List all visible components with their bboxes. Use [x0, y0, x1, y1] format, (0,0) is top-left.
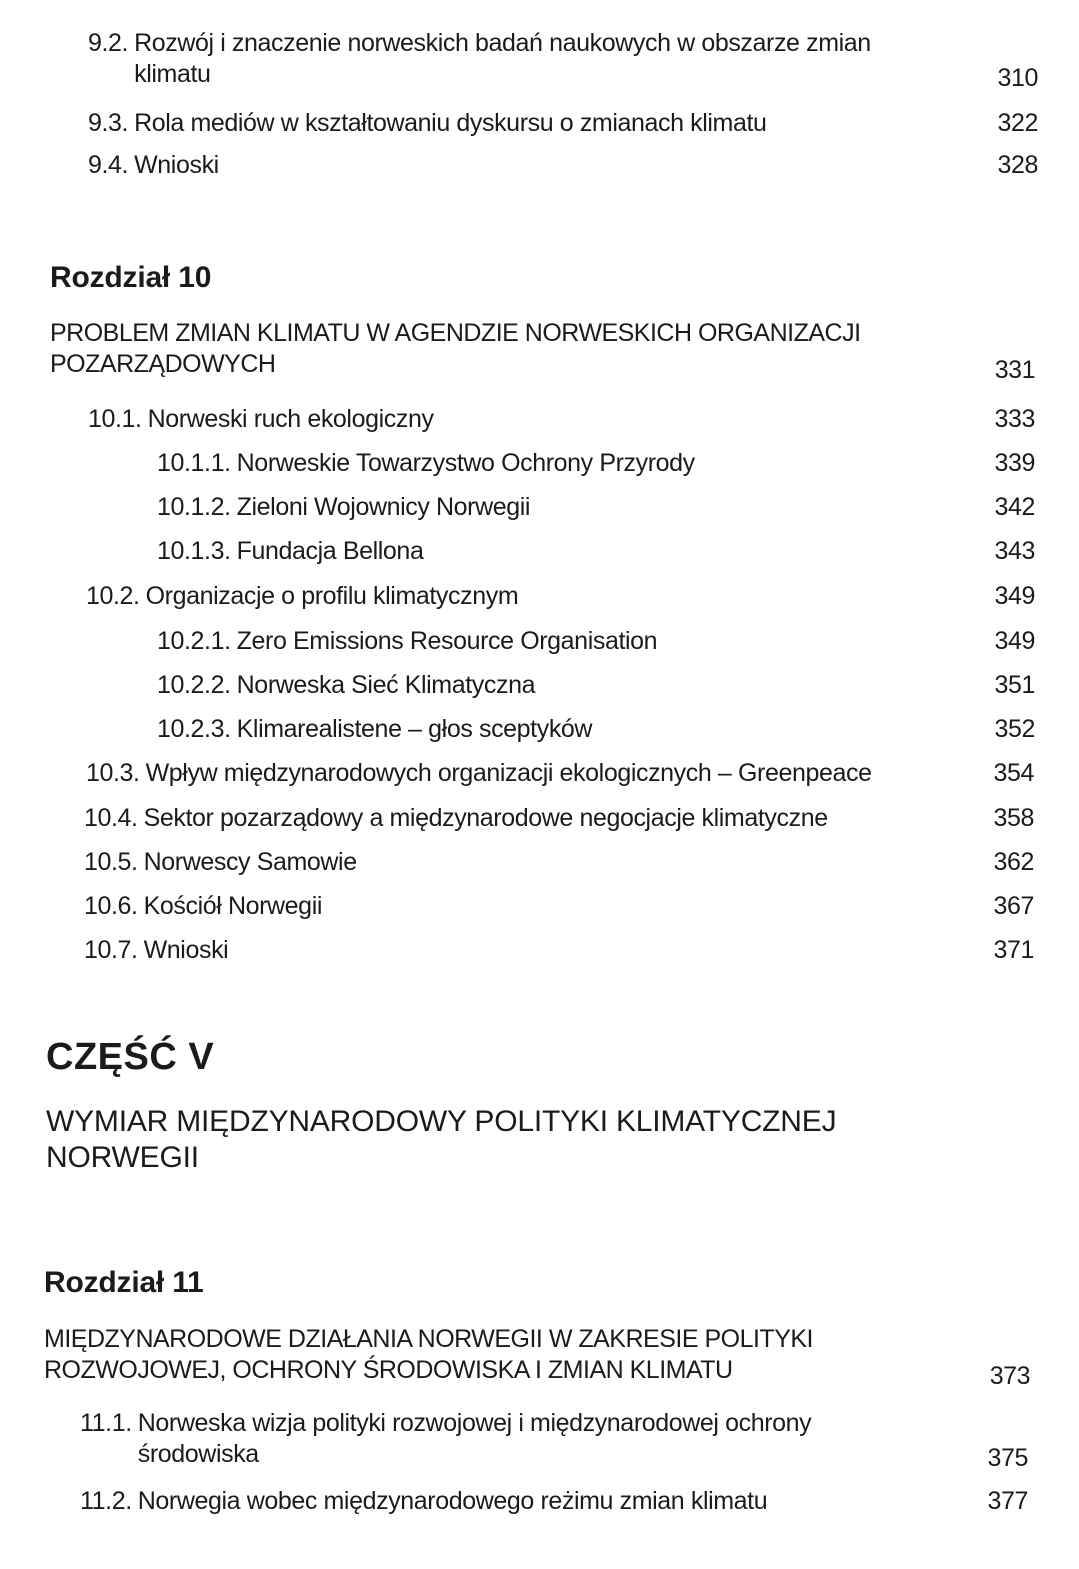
entry-number: 10.5. — [84, 848, 138, 876]
entry-page: 343 — [994, 537, 1035, 565]
toc-entry-10-5 — [84, 847, 1034, 878]
entry-number: 10.2.3. — [157, 715, 231, 743]
entry-page: 351 — [994, 671, 1035, 699]
toc-entry-9-2 — [88, 28, 1038, 90]
entry-number: 9.2. — [88, 29, 129, 57]
chapter-title-page: 373 — [989, 1362, 1030, 1390]
chapter-title-text: MIĘDZYNARODOWE DZIAŁANIA NORWEGII W ZAKRESIE POLITYKI ROZWOJOWEJ, OCHRONY ŚRODOWISKA I ZMIAN KLIMATU — [44, 1325, 813, 1384]
chapter-heading-10: Rozdział 10 — [50, 261, 212, 294]
entry-title: Wpływ międzynarodowych organizacji ekologicznych – Greenpeace — [145, 759, 872, 787]
chapter-title-page: 331 — [994, 356, 1035, 384]
entry-page: 342 — [994, 493, 1035, 521]
toc-entry-10-1-2 — [157, 492, 1035, 523]
entry-title: Wnioski — [143, 936, 229, 964]
toc-entry-9-3 — [88, 108, 1038, 139]
toc-entry-9-4 — [88, 150, 1038, 181]
entry-number: 10.7. — [84, 936, 138, 964]
entry-page: 377 — [987, 1487, 1028, 1515]
entry-title: Norwescy Samowie — [143, 848, 357, 876]
entry-title: Rola mediów w kształtowaniu dyskursu o zmianach klimatu — [134, 109, 767, 137]
entry-title: Fundacja Bellona — [236, 537, 424, 565]
entry-number: 10.1.2. — [157, 493, 231, 521]
entry-page: 358 — [993, 804, 1034, 832]
entry-title: Norweski ruch ekologiczny — [147, 405, 434, 433]
entry-page: 371 — [993, 936, 1034, 964]
entry-number: 9.3. — [88, 109, 129, 137]
toc-entry-10-2-1 — [157, 626, 1035, 657]
entry-number: 10.1.3. — [157, 537, 231, 565]
toc-entry-10-1-3 — [157, 536, 1035, 567]
entry-page: 349 — [994, 582, 1035, 610]
entry-title: Rozwój i znaczenie norweskich badań naukowych w obszarze zmian klimatu — [134, 29, 871, 88]
entry-number: 11.2. — [80, 1487, 132, 1515]
entry-number: 10.3. — [86, 759, 140, 787]
entry-title: Norweska wizja polityki rozwojowej i międzynarodowej ochrony środowiska — [137, 1409, 812, 1468]
toc-entry-11-1 — [80, 1408, 1028, 1470]
toc-entry-10-4 — [84, 803, 1034, 834]
entry-page: 354 — [993, 759, 1034, 787]
entry-page: 367 — [993, 892, 1034, 920]
entry-title: Norweskie Towarzystwo Ochrony Przyrody — [236, 449, 695, 477]
entry-page: 362 — [993, 848, 1034, 876]
part-subtitle-line: NORWEGII — [46, 1141, 199, 1174]
entry-page: 352 — [994, 715, 1035, 743]
part-heading-5: CZĘŚĆ V — [46, 1036, 215, 1078]
entry-page: 333 — [994, 405, 1035, 433]
chapter-title-11 — [44, 1324, 1030, 1390]
entry-number: 10.2.2. — [157, 671, 231, 699]
entry-number: 10.6. — [84, 892, 138, 920]
toc-entry-10-3 — [86, 758, 1034, 789]
toc-entry-11-2 — [80, 1486, 1028, 1517]
entry-title: Wnioski — [134, 151, 219, 179]
entry-number: 10.2.1. — [157, 627, 231, 655]
entry-title: Zero Emissions Resource Organisation — [236, 627, 658, 655]
toc-entry-10-7 — [84, 935, 1034, 966]
chapter-title-10 — [50, 318, 1035, 384]
toc-entry-10-2-3 — [157, 714, 1035, 745]
toc-entry-10-1 — [88, 404, 1035, 435]
entry-page: 349 — [994, 627, 1035, 655]
entry-page: 328 — [997, 151, 1038, 179]
entry-number: 10.1. — [88, 405, 142, 433]
part-subtitle-5 — [46, 1104, 1046, 1176]
entry-number: 10.1.1. — [157, 449, 231, 477]
entry-number: 11.1. — [80, 1409, 132, 1437]
toc-entry-10-1-1 — [157, 448, 1035, 479]
entry-title: Kościół Norwegii — [143, 892, 322, 920]
entry-page: 322 — [997, 109, 1038, 137]
part-subtitle-line: WYMIAR MIĘDZYNARODOWY POLITYKI KLIMATYCZNEJ — [46, 1105, 837, 1138]
entry-page: 310 — [997, 64, 1038, 92]
entry-number: 9.4. — [88, 151, 129, 179]
entry-number: 10.2. — [86, 582, 140, 610]
entry-title: Klimarealistene – głos sceptyków — [236, 715, 593, 743]
toc-entry-10-2 — [86, 581, 1035, 612]
entry-title: Zieloni Wojownicy Norwegii — [236, 493, 531, 521]
entry-number: 10.4. — [84, 804, 138, 832]
toc-entry-10-2-2 — [157, 670, 1035, 701]
entry-title: Organizacje o profilu klimatycznym — [145, 582, 519, 610]
chapter-heading-11: Rozdział 11 — [44, 1266, 204, 1299]
chapter-title-text: PROBLEM ZMIAN KLIMATU W AGENDZIE NORWESKICH ORGANIZACJI POZARZĄDOWYCH — [50, 319, 861, 378]
entry-title: Norweska Sieć Klimatyczna — [236, 671, 536, 699]
entry-page: 375 — [987, 1444, 1028, 1472]
entry-title: Sektor pozarządowy a międzynarodowe negocjacje klimatyczne — [143, 804, 828, 832]
entry-page: 339 — [994, 449, 1035, 477]
entry-title: Norwegia wobec międzynarodowego reżimu zmian klimatu — [137, 1487, 768, 1515]
toc-entry-10-6 — [84, 891, 1034, 922]
